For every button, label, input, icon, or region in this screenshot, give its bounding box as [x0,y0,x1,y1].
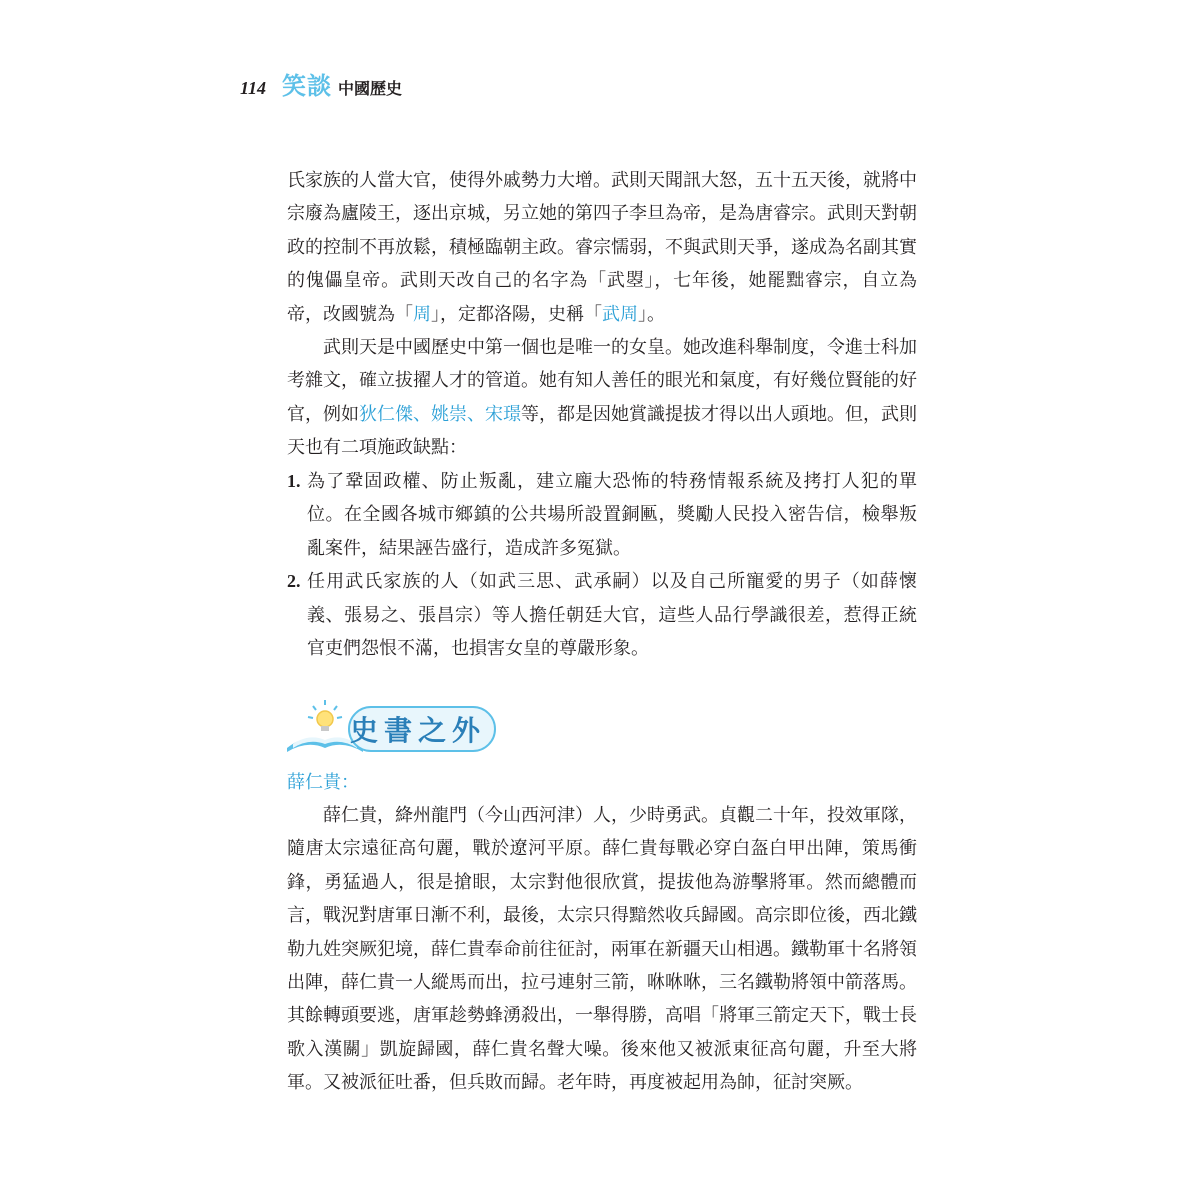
paragraph-1-text-c: 」。 [638,303,665,325]
paragraph-2-text-b: 等，都是因她賞識提拔才得以出人頭地。但，武則天也有二項施政缺點： [287,403,917,459]
list-text: 任用武氏家族的人（如武三思、武承嗣）以及自己所寵愛的男子（如薛懷義、張易之、張昌宗）等人擔任朝廷大官，這些人品行學識很差，惹得正統官吏們怨恨不滿，也損害女皇的尊嚴形象。 [307,571,917,660]
lightbulb-icon [308,700,342,731]
series-name: 笑談 [282,72,333,100]
page-number: 114 [240,78,267,98]
paragraph-2 [287,331,917,465]
list-number: 1. [287,471,301,491]
highlight-wuzhou: 武周 [602,303,638,325]
paragraph-1-text-b: 」，定都洛陽，史稱「 [431,303,602,325]
paragraph-3: 薛仁貴，絳州龍門（今山西河津）人，少時勇武。貞觀二十年，投效軍隊，隨唐太宗遠征高句麗，戰於遼河平原。薛仁貴每戰必穿白盔白甲出陣，策馬衝鋒，勇猛過人，很是搶眼，太宗對他很欣賞，提拔他為游擊將軍。然而總體而言，戰況對唐軍日漸不利，最後，太宗只得黯然收兵歸國。高宗即位後，西北鐵勒九姓突厥犯境，薛仁貴奉命前往征討，兩軍在新疆天山相遇。鐵勒軍十名將領出陣，薛仁貴一人縱馬而出，拉弓連射三箭，咻咻咻，三名鐵勒將領中箭落馬。其餘轉頭要逃，唐軍趁勢蜂湧殺出，一舉得勝，高唱「將軍三箭定天下，戰士長歌入漢關」凱旋歸國，薛仁貴名聲大噪。後來他又被派東征高句麗，升至大將軍。又被派征吐番，但兵敗而歸。老年時，再度被起用為帥，征討突厥。 [287,805,917,1094]
highlight-zhou: 周 [413,303,431,325]
list-number: 2. [287,571,301,592]
list-text: 為了鞏固政權、防止叛亂，建立龐大恐怖的特務情報系統及拷打人犯的單位。在全國各城市鄉鎮的公共場所設置銅匭，獎勵人民投入密告信，檢舉叛亂案件，結果誣告盛行，造成許多冤獄。 [307,471,917,559]
section-title: 史書之外 [350,714,487,747]
running-header [240,66,402,98]
subheading-xue-rengui: 薛仁貴： [287,772,359,793]
list-item [287,565,917,665]
highlight-officials: 狄仁傑、姚崇、宋璟 [359,403,521,425]
book-title: 中國歷史 [338,79,403,98]
paragraph-2-text-a: 武則天是中國歷史中第一個也是唯一的女皇。她改進科舉制度，令進士科加考雜文，確立拔擢人才的管道。她有知人善任的眼光和氣度，有好幾位賢能的好官，例如 [287,337,917,425]
shortcomings-list [287,465,917,665]
paragraph-1-text-a: 氏家族的人當大官，使得外戚勢力大增。武則天聞訊大怒，五十五天後，就將中宗廢為廬陵王，逐出京城，另立她的第四子李旦為帝，是為唐睿宗。武則天對朝政的控制不再放鬆，積極臨朝主政。睿宗懦弱，不與武則天爭，遂成為名副其實的傀儡皇帝。武則天改自己的名字為「武曌」，七年後，她罷黜睿宗，自立為帝，改國號為「 [287,170,917,325]
list-item [287,465,917,565]
paragraph-1 [287,164,917,331]
